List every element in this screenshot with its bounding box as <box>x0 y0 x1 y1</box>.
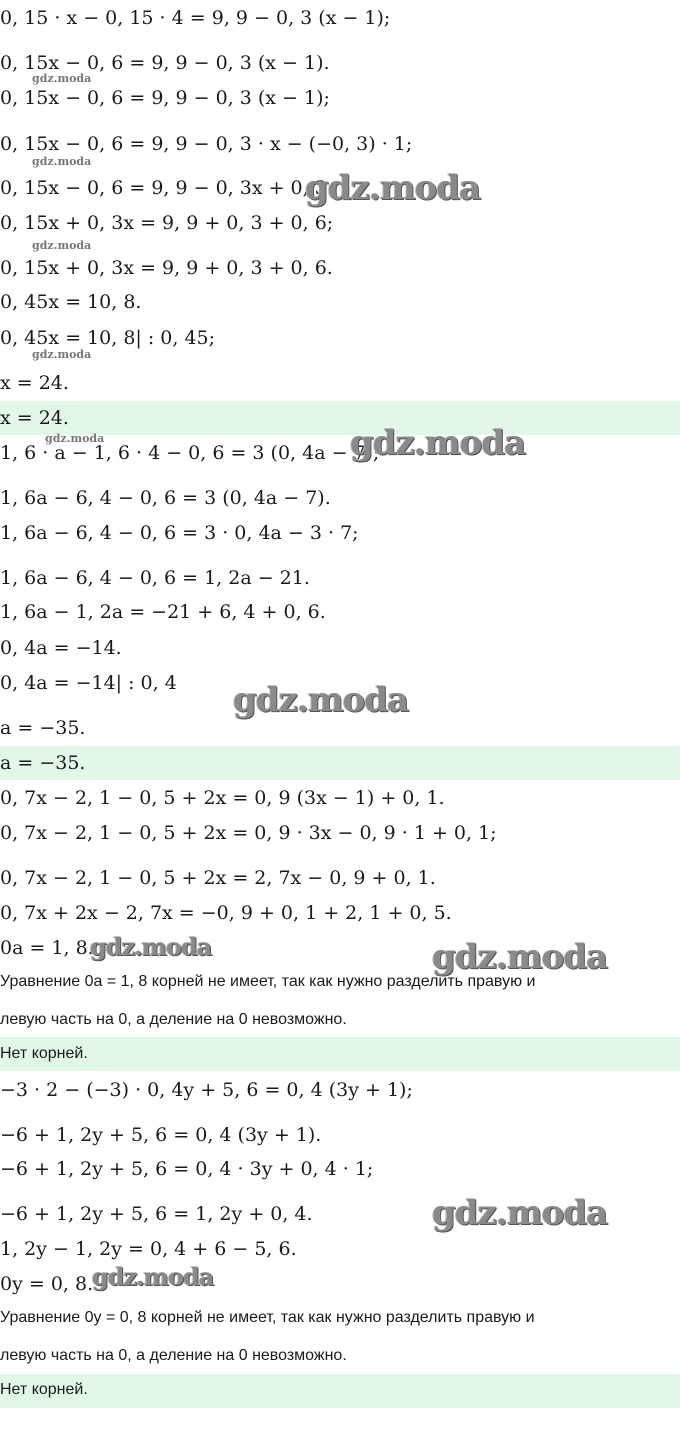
watermark-large: gdz.moda <box>432 1193 608 1233</box>
equation-line: x = 24. <box>0 372 69 394</box>
equation-line: −6 + 1, 2y + 5, 6 = 0, 4 (3y + 1). <box>0 1124 322 1146</box>
answer-highlight <box>0 1374 680 1408</box>
equation-line: 0, 4a = −14. <box>0 637 122 659</box>
watermark-large: gdz.moda <box>305 168 481 208</box>
equation-line: 0, 15x − 0, 6 = 9, 9 − 0, 3x + 0, 3. <box>0 177 333 199</box>
watermark-small: gdz.moda <box>45 432 105 445</box>
equation-line: 0a = 1, 8. <box>0 937 94 959</box>
equation-line: 0, 15x + 0, 3x = 9, 9 + 0, 3 + 0, 6. <box>0 257 333 279</box>
answer-highlight <box>0 1037 680 1071</box>
watermark-large: gdz.moda <box>92 1262 214 1291</box>
equation-line: 0, 15x − 0, 6 = 9, 9 − 0, 3 (x − 1). <box>0 52 330 74</box>
answer-line: x = 24. <box>0 407 69 429</box>
watermark-large: gdz.moda <box>432 937 608 977</box>
equation-line: 1, 6 · a − 1, 6 · 4 − 0, 6 = 3 (0, 4a − 7); <box>0 442 380 464</box>
equation-line: 0, 7x − 2, 1 − 0, 5 + 2x = 2, 7x − 0, 9 + 0, 1. <box>0 867 436 889</box>
watermark-large: gdz.moda <box>233 680 409 720</box>
equation-line: 1, 2y − 1, 2y = 0, 4 + 6 − 5, 6. <box>0 1238 297 1260</box>
watermark-small: gdz.moda <box>32 348 92 361</box>
watermark-small: gdz.moda <box>32 155 92 168</box>
equation-line: −3 · 2 − (−3) · 0, 4y + 5, 6 = 0, 4 (3y + 1); <box>0 1079 413 1101</box>
answer-highlight <box>0 746 680 780</box>
equation-line: 1, 6a − 6, 4 − 0, 6 = 3 (0, 4a − 7). <box>0 487 331 509</box>
explanation-text: левую часть на 0, а деление на 0 невозможно. <box>0 1011 347 1028</box>
equation-line: 0, 7x − 2, 1 − 0, 5 + 2x = 0, 9 (3x − 1) + 0, 1. <box>0 787 445 809</box>
equation-line: 0, 7x + 2x − 2, 7x = −0, 9 + 0, 1 + 2, 1 + 0, 5. <box>0 902 452 924</box>
equation-line: a = −35. <box>0 717 86 739</box>
equation-line: −6 + 1, 2y + 5, 6 = 1, 2y + 0, 4. <box>0 1203 313 1225</box>
equation-line: 0, 15x − 0, 6 = 9, 9 − 0, 3 · x − (−0, 3) · 1; <box>0 133 413 155</box>
equation-line: 1, 6a − 6, 4 − 0, 6 = 3 · 0, 4a − 3 · 7; <box>0 522 359 544</box>
answer-line: a = −35. <box>0 752 86 774</box>
equation-line: 0, 7x − 2, 1 − 0, 5 + 2x = 0, 9 · 3x − 0, 9 · 1 + 0, 1; <box>0 822 497 844</box>
equation-line: 0y = 0, 8. <box>0 1273 94 1295</box>
watermark-large: gdz.moda <box>350 423 526 463</box>
equation-line: 1, 6a − 6, 4 − 0, 6 = 1, 2a − 21. <box>0 567 310 589</box>
explanation-text: Уравнение 0y = 0, 8 корней не имеет, так как нужно разделить правую и <box>0 1309 535 1326</box>
watermark-small: gdz.moda <box>32 72 92 85</box>
equation-line: 0, 15x − 0, 6 = 9, 9 − 0, 3 (x − 1); <box>0 87 330 109</box>
equation-line: 0, 15x + 0, 3x = 9, 9 + 0, 3 + 0, 6; <box>0 212 334 234</box>
answer-line: Нет корней. <box>0 1045 88 1062</box>
equation-line: 0, 15 · x − 0, 15 · 4 = 9, 9 − 0, 3 (x − 1); <box>0 7 391 29</box>
equation-line: −6 + 1, 2y + 5, 6 = 0, 4 · 3y + 0, 4 · 1; <box>0 1158 374 1180</box>
watermark-large: gdz.moda <box>90 932 212 961</box>
answer-line: Нет корней. <box>0 1381 88 1398</box>
equation-line: 0, 45x = 10, 8| : 0, 45; <box>0 327 216 349</box>
answer-highlight <box>0 401 680 435</box>
equation-line: 1, 6a − 1, 2a = −21 + 6, 4 + 0, 6. <box>0 601 326 623</box>
explanation-text: Уравнение 0a = 1, 8 корней не имеет, так как нужно разделить правую и <box>0 973 536 990</box>
watermark-small: gdz.moda <box>32 239 92 252</box>
explanation-text: левую часть на 0, а деление на 0 невозможно. <box>0 1347 347 1364</box>
equation-line: 0, 45x = 10, 8. <box>0 291 142 313</box>
equation-line: 0, 4a = −14| : 0, 4 <box>0 672 177 694</box>
